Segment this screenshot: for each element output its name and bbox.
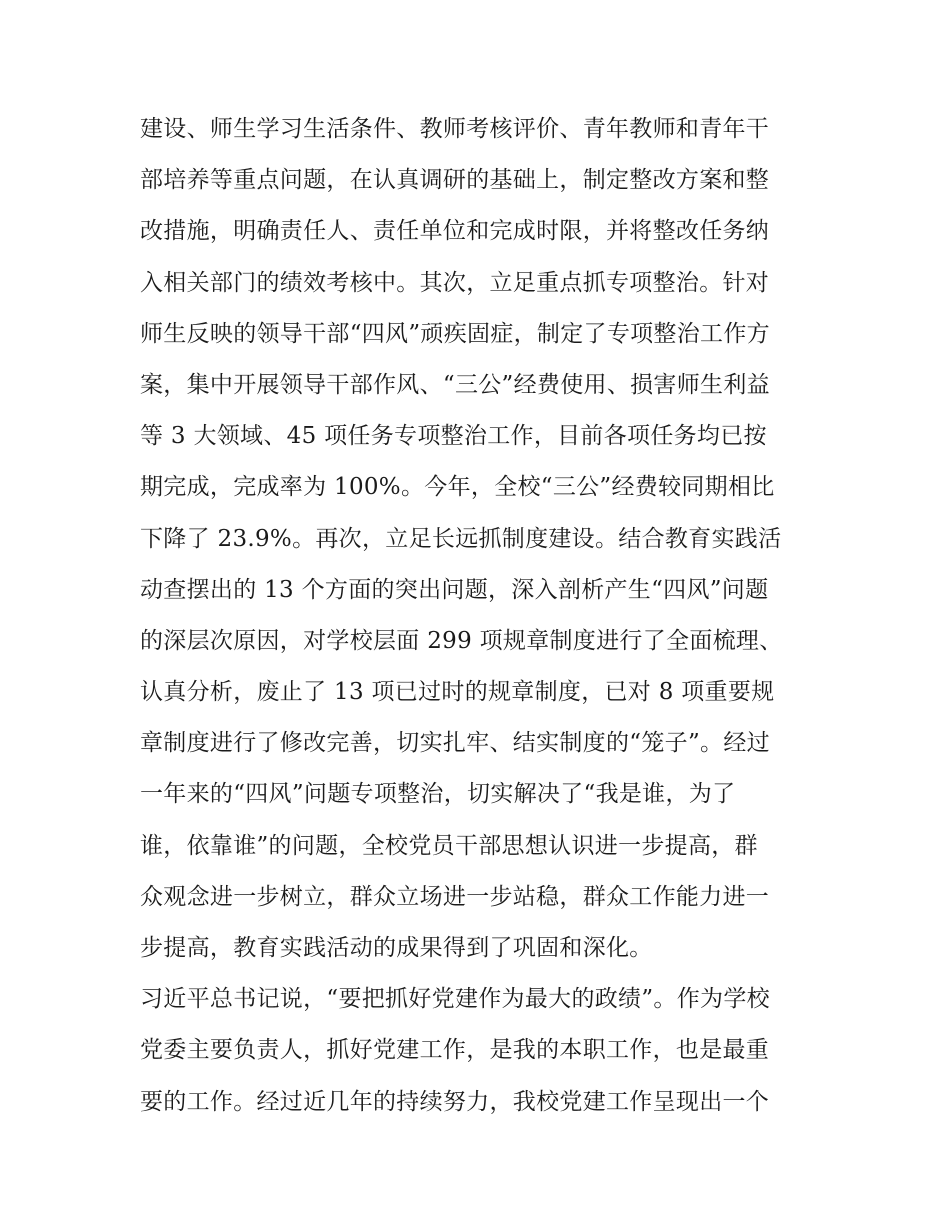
- text-line: 要的工作。经过近几年的持续努力，我校党建工作呈现出一个: [140, 1088, 770, 1115]
- text-line: 入相关部门的绩效考核中。其次，立足重点抓专项整治。针对: [140, 269, 770, 296]
- text-line: 党委主要负责人，抓好党建工作，是我的本职工作，也是最重: [140, 1037, 770, 1064]
- text-line: 改措施，明确责任人、责任单位和完成时限，并将整改任务纳: [140, 218, 770, 245]
- text-line: 众观念进一步树立，群众立场进一步站稳，群众工作能力进一: [140, 883, 770, 910]
- text-line: 认真分析，废止了 13 项已过时的规章制度，已对 8 项重要规: [140, 679, 775, 706]
- text-line: 一年来的“四风”问题专项整治，切实解决了“我是谁，为了: [140, 781, 736, 808]
- text-line: 等 3 大领域、45 项任务专项整治工作，目前各项任务均已按: [140, 423, 767, 450]
- body-text: [140, 104, 820, 1128]
- text-line: 章制度进行了修改完善，切实扎牢、结实制度的“笼子”。经过: [140, 730, 770, 757]
- text-line: 的深层次原因，对学校层面 299 项规章制度进行了全面梳理、: [140, 627, 783, 654]
- text-line: 师生反映的领导干部“四风”顽疾固症，制定了专项整治工作方: [140, 320, 770, 347]
- text-line: 案，集中开展领导干部作风、“三公”经费使用、损害师生利益: [140, 371, 770, 398]
- text-line: 期完成，完成率为 100%。今年，全校“三公”经费较同期相比: [140, 474, 775, 501]
- text-line: 部培养等重点问题，在认真调研的基础上，制定整改方案和整: [140, 167, 770, 194]
- text-line: 步提高，教育实践活动的成果得到了巩固和深化。: [140, 935, 653, 961]
- text-line: 谁，依靠谁”的问题，全校党员干部思想认识进一步提高，群: [140, 832, 758, 859]
- text-line: 下降了 23.9%。再次，立足长远抓制度建设。结合教育实践活: [140, 525, 782, 552]
- text-line: 建设、师生学习生活条件、教师考核评价、青年教师和青年干: [140, 116, 770, 142]
- text-line: 动查摆出的 13 个方面的突出问题，深入剖析产生“四风”问题: [140, 576, 769, 603]
- text-line: 习近平总书记说，“要把抓好党建作为最大的政绩”。作为学校: [140, 986, 770, 1013]
